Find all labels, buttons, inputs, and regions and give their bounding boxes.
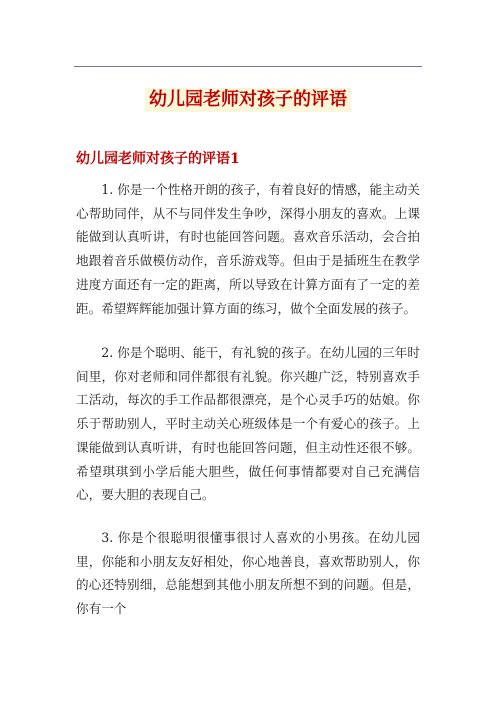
paragraph-2: 2. 你是个聪明、能干，有礼貌的孩子。在幼儿园的三年时间里，你对老师和同伴都很有礼貌。你兴趣广泛，特别喜欢手工活动，每次的手工作品都很漂亮，是个心灵手巧的姑娘。你乐于帮助别人，平时主动关心班级体是一个有爱心的孩子。上课能做到认真听讲，有时也能回答问题，但主动性还很不够。希望琪琪到小学后能大胆些，做任何事情都要对自己充满信心，要大胆的表现自己。 <box>76 345 420 503</box>
paragraph-1: 1. 你是一个性格开朗的孩子，有着良好的情感，能主动关心帮助同伴，从不与同伴发生争吵，深得小朋友的喜欢。上课能做到认真听讲，有时也能回答问题。喜欢音乐活动，会合拍地跟着音乐做模仿动作，音乐游戏等。但由于是插班生在教学进度方面还有一定的距离，所以导致在计算方面有了一定的差距。希望辉辉能加强计算方面的练习，做个全面发展的孩子。 <box>76 182 420 316</box>
header-rule <box>74 66 422 67</box>
section-heading: 幼儿园老师对孩子的评语1 <box>76 151 240 167</box>
document-title-text: 幼儿园老师对孩子的评语 <box>145 88 351 112</box>
document-title <box>0 88 496 112</box>
paragraph-3: 3. 你是个很聪明很懂事很讨人喜欢的小男孩。在幼儿园里，你能和小朋友友好相处，你心地善良，喜欢帮助别人，你的心还特别细，总能想到其他小朋友所想不到的问题。但是，你有一个 <box>76 530 420 617</box>
